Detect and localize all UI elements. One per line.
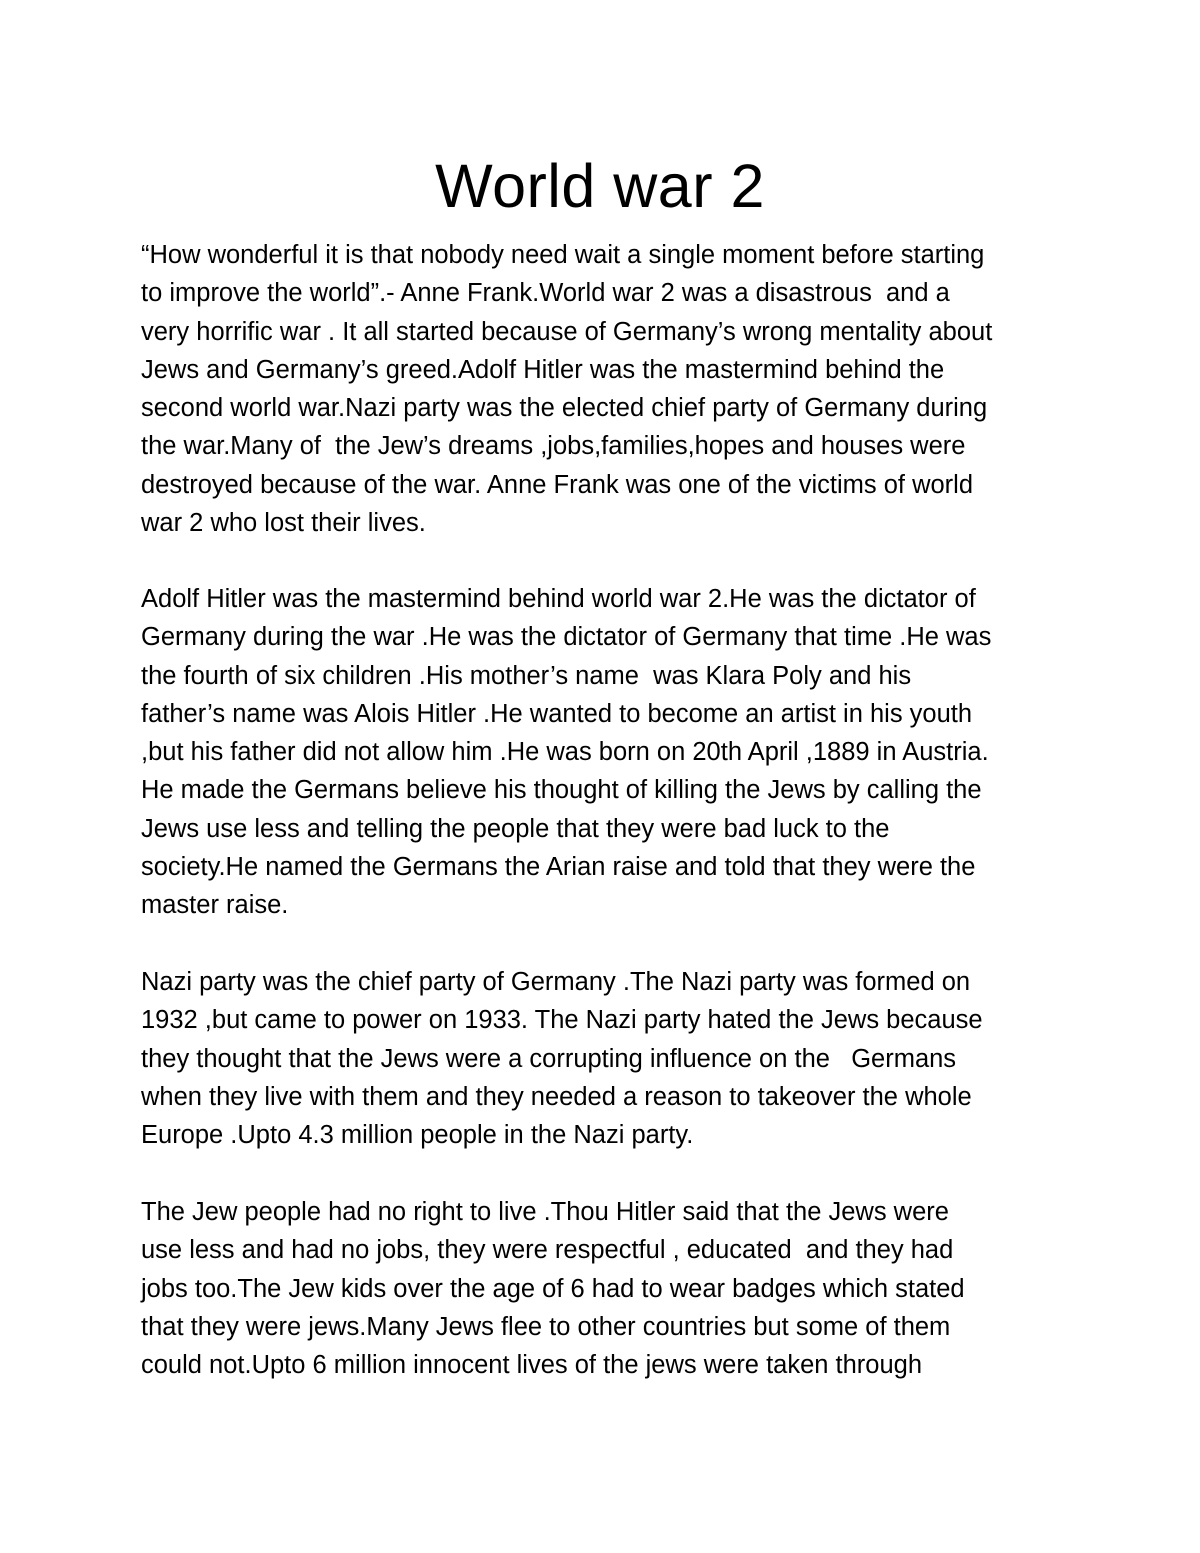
text-line: Adolf Hitler was the mastermind behind world war 2.He was the dictator of [141, 585, 976, 613]
text-line: society.He named the Germans the Arian raise and told that they were the [141, 853, 976, 882]
text-line: could not.Upto 6 million innocent lives of the jews were taken through [141, 1351, 923, 1380]
text-line: when they live with them and they needed a reason to takeover the whole [141, 1082, 972, 1111]
text-line: ,but his father did not allow him .He was born on 20th April ,1889 in Austria. [141, 738, 989, 767]
text-line: jobs too.The Jew kids over the age of 6 had to wear badges which stated [141, 1274, 965, 1303]
text-line: Jews and Germany’s greed.Adolf Hitler was the mastermind behind the [141, 355, 945, 384]
text-line: Europe .Upto 4.3 million people in the Nazi party. [141, 1121, 694, 1150]
paragraph-intro [141, 236, 1081, 542]
text-line: very horrific war . It all started because of Germany’s wrong mentality about [141, 317, 993, 346]
text-line: use less and had no jobs, they were respectful , educated and they had [141, 1236, 954, 1265]
paragraph-hitler [141, 580, 1081, 925]
text-line: they thought that the Jews were a corrupting influence on the Germans [141, 1044, 957, 1073]
paragraph-nazi-party [141, 963, 1081, 1154]
document-title: World war 2 [435, 152, 765, 220]
text-line: “How wonderful it is that nobody need wait a single moment before starting [141, 241, 985, 269]
text-line: the fourth of six children .His mother’s name was Klara Poly and his [141, 661, 912, 690]
text-line: destroyed because of the war. Anne Frank was one of the victims of world [141, 470, 974, 499]
text-line: He made the Germans believe his thought of killing the Jews by calling the [141, 776, 982, 805]
text-line: 1932 ,but came to power on 1933. The Nazi party hated the Jews because [141, 1006, 983, 1035]
text-line: to improve the world”.- Anne Frank.World war 2 was a disastrous and a [141, 279, 950, 308]
text-line: that they were jews.Many Jews flee to other countries but some of them [141, 1312, 951, 1341]
text-line: the war.Many of the Jew’s dreams ,jobs,families,hopes and houses were [141, 432, 966, 461]
text-line: The Jew people had no right to live .Thou Hitler said that the Jews were [141, 1198, 949, 1226]
paragraph-jew-people [141, 1193, 1081, 1384]
text-line: Jews use less and telling the people that they were bad luck to the [141, 814, 890, 843]
text-line: father’s name was Alois Hitler .He wanted to become an artist in his youth [141, 699, 973, 728]
text-line: Germany during the war .He was the dictator of Germany that time .He was [141, 623, 992, 652]
text-line: second world war.Nazi party was the elected chief party of Germany during [141, 394, 988, 423]
text-line: master raise. [141, 891, 289, 920]
text-line: Nazi party was the chief party of Germany .The Nazi party was formed on [141, 968, 971, 996]
text-line: war 2 who lost their lives. [141, 509, 426, 538]
